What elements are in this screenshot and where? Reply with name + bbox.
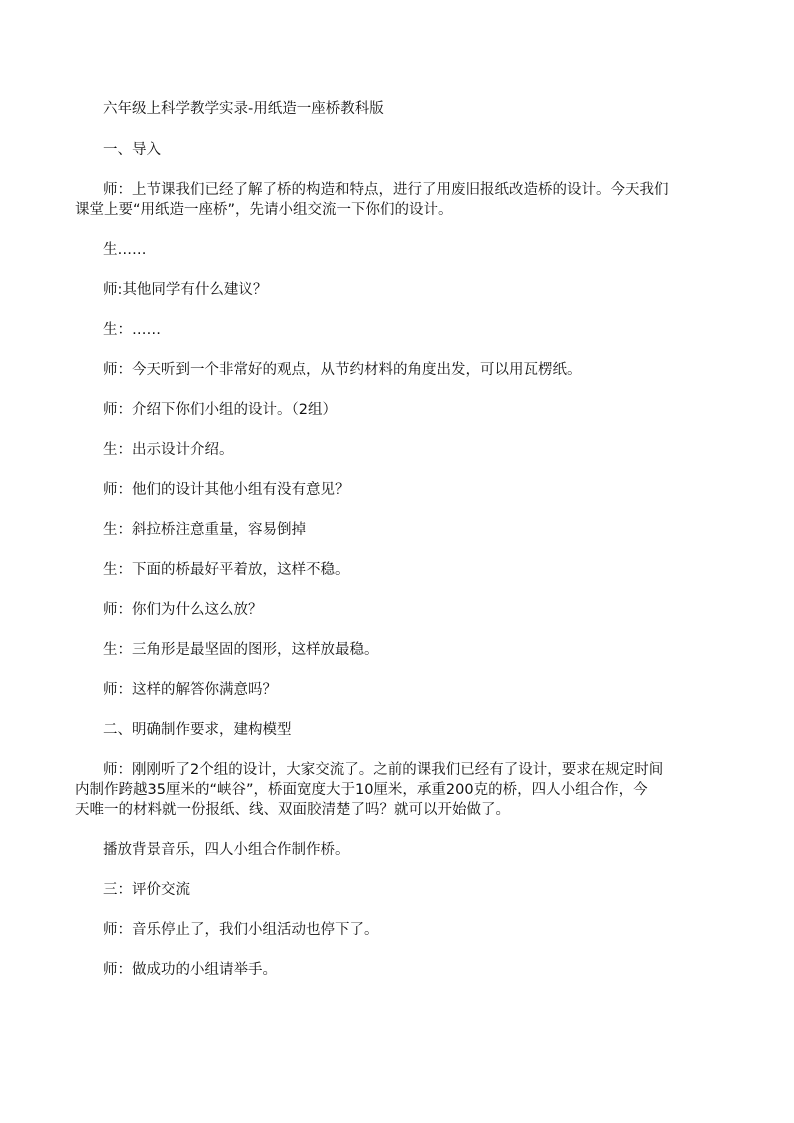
paragraph (103, 840, 723, 860)
paragraph-line: 生：出示设计介绍。 (103, 442, 234, 458)
paragraph (103, 280, 723, 300)
paragraph-line: 师：今天听到一个非常好的观点，从节约材料的角度出发，可以用瓦楞纸。 (103, 362, 582, 378)
paragraph-line: 师:其他同学有什么建议？ (103, 282, 268, 298)
paragraph (103, 400, 723, 420)
paragraph (103, 920, 723, 940)
document-title (103, 99, 723, 119)
paragraph-line: 内制作跨越35厘米的“峡谷”，桥面宽度大于10厘米，承重200克的桥，四人小组合作，今 (75, 782, 648, 798)
paragraph (103, 960, 723, 980)
paragraph-requirements (75, 760, 723, 820)
paragraph-line: 三：评价交流 (103, 882, 190, 898)
section-heading-evaluation (103, 880, 723, 900)
paragraph-line: 师：你们为什么这么放？ (103, 602, 263, 618)
paragraph-line: 生…… (103, 242, 147, 258)
paragraph (103, 360, 723, 380)
paragraph-line: 课堂上要“用纸造一座桥”，先请小组交流一下你们的设计。 (75, 202, 453, 218)
paragraph-line: 播放背景音乐，四人小组合作制作桥。 (103, 842, 350, 858)
paragraph-line: 师：上节课我们已经了解了桥的构造和特点，进行了用废旧报纸改造桥的设计。今天我们 (103, 182, 669, 198)
paragraph-line: 二、明确制作要求，建构模型 (103, 722, 292, 738)
paragraph (103, 680, 723, 700)
paragraph (103, 480, 723, 500)
paragraph-line: 师：做成功的小组请举手。 (103, 962, 277, 978)
paragraph (103, 520, 723, 540)
paragraph-line: 生：下面的桥最好平着放，这样不稳。 (103, 562, 350, 578)
paragraph (103, 240, 723, 260)
paragraph (103, 320, 723, 340)
paragraph-line: 师：这样的解答你满意吗？ (103, 682, 277, 698)
paragraph-line: 天唯一的材料就一份报纸、线、双面胶清楚了吗？就可以开始做了。 (75, 802, 510, 818)
paragraph-line: 生：斜拉桥注意重量，容易倒掉 (103, 522, 306, 538)
paragraph-line: 师：介绍下你们小组的设计。（2组） (103, 402, 337, 418)
paragraph-line: 一、导入 (103, 142, 161, 158)
paragraph-line: 师：他们的设计其他小组有没有意见？ (103, 482, 350, 498)
section-heading-model (103, 720, 723, 740)
paragraph (103, 600, 723, 620)
section-heading-intro (103, 140, 723, 160)
paragraph-line: 生：三角形是最坚固的图形，这样放最稳。 (103, 642, 379, 658)
document-body (75, 99, 723, 1000)
paragraph-teacher-opening (75, 180, 723, 220)
paragraph-line: 生：…… (103, 322, 161, 338)
paragraph (103, 560, 723, 580)
paragraph (103, 640, 723, 660)
paragraph-line: 师：刚刚听了2个组的设计，大家交流了。之前的课我们已经有了设计，要求在规定时间 (103, 762, 664, 778)
paragraph-line: 师：音乐停止了，我们小组活动也停下了。 (103, 922, 379, 938)
paragraph (103, 440, 723, 460)
title-text: 六年级上科学教学实录-用纸造一座桥教科版 (103, 101, 384, 117)
